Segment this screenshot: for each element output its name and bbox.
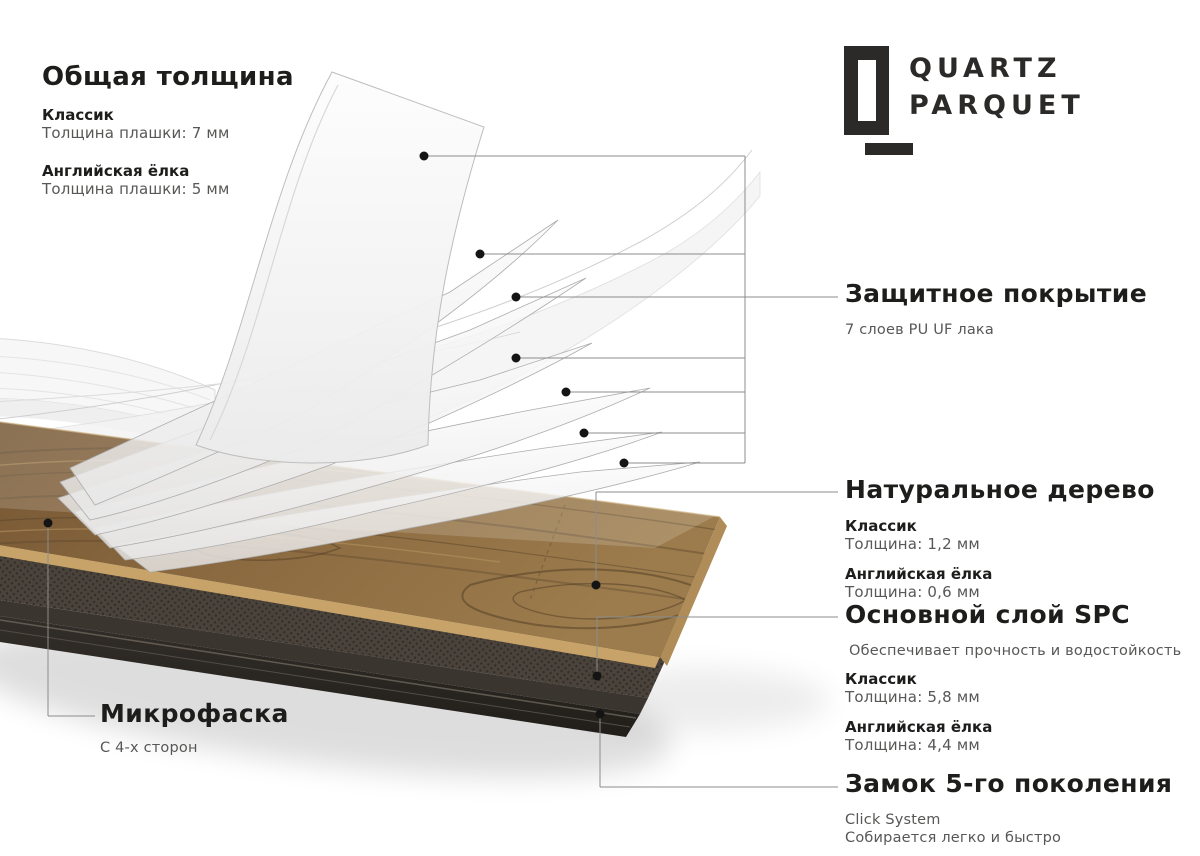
item-value: Толщина: 1,2 мм — [845, 535, 980, 553]
total-thickness-title: Общая толщина — [42, 62, 294, 92]
callout-spc-core — [845, 600, 1181, 754]
callout-title: Натуральное дерево — [845, 475, 1155, 504]
callout-dot — [512, 354, 521, 363]
callout-dot — [562, 388, 571, 397]
wood-item-herringbone — [845, 565, 1155, 601]
total-thickness-block — [42, 62, 294, 198]
callout-microbevel — [100, 699, 289, 757]
callout-subtitle: Обеспечивает прочность и водостойкость — [849, 643, 1182, 659]
lock-line2: Собирается легко и быстро — [845, 830, 1062, 846]
item-label: Английская ёлка — [42, 162, 190, 180]
callout-title: Замок 5-го поколения — [845, 769, 1173, 798]
logo-q-counter — [858, 60, 876, 121]
callout-lock — [845, 769, 1172, 847]
callout-subtitle: 7 слоев PU UF лака — [845, 322, 994, 338]
callout-protective-coating — [845, 279, 1147, 339]
callout-dot — [44, 519, 53, 528]
brand-name-line1: QUARTZ — [909, 53, 1062, 84]
logo-q-tail — [865, 143, 913, 155]
thickness-item-herringbone — [42, 162, 294, 198]
brand-logo-icon — [844, 46, 914, 156]
callout-title: Микрофаска — [100, 699, 289, 728]
callout-dot — [512, 293, 521, 302]
spc-item-classic — [845, 670, 1181, 706]
item-label: Классик — [845, 670, 917, 688]
callout-dot — [420, 152, 429, 161]
callout-subtitle: С 4-х сторон — [100, 740, 198, 756]
item-label: Английская ёлка — [845, 565, 993, 583]
thickness-item-classic — [42, 106, 294, 142]
spc-item-herringbone — [845, 718, 1181, 754]
callout-title: Основной слой SPC — [845, 600, 1131, 629]
wood-item-classic — [845, 517, 1155, 553]
callout-dot — [596, 710, 605, 719]
callout-dot — [580, 429, 589, 438]
item-value: Толщина: 0,6 мм — [845, 583, 980, 601]
callout-natural-wood — [845, 475, 1155, 601]
item-value: Толщина плашки: 7 мм — [42, 124, 230, 142]
callout-dot — [592, 581, 601, 590]
item-value: Толщина: 4,4 мм — [845, 736, 980, 754]
item-value: Толщина: 5,8 мм — [845, 688, 980, 706]
lock-line1: Click System — [845, 812, 941, 828]
callout-dot — [620, 459, 629, 468]
callout-dot — [476, 250, 485, 259]
brand-name — [909, 50, 1085, 124]
item-label: Классик — [42, 106, 114, 124]
item-value: Толщина плашки: 5 мм — [42, 180, 230, 198]
brand-name-line2: PARQUET — [909, 90, 1085, 121]
callout-title: Защитное покрытие — [845, 279, 1148, 308]
item-label: Английская ёлка — [845, 718, 993, 736]
item-label: Классик — [845, 517, 917, 535]
callout-dot — [593, 672, 602, 681]
